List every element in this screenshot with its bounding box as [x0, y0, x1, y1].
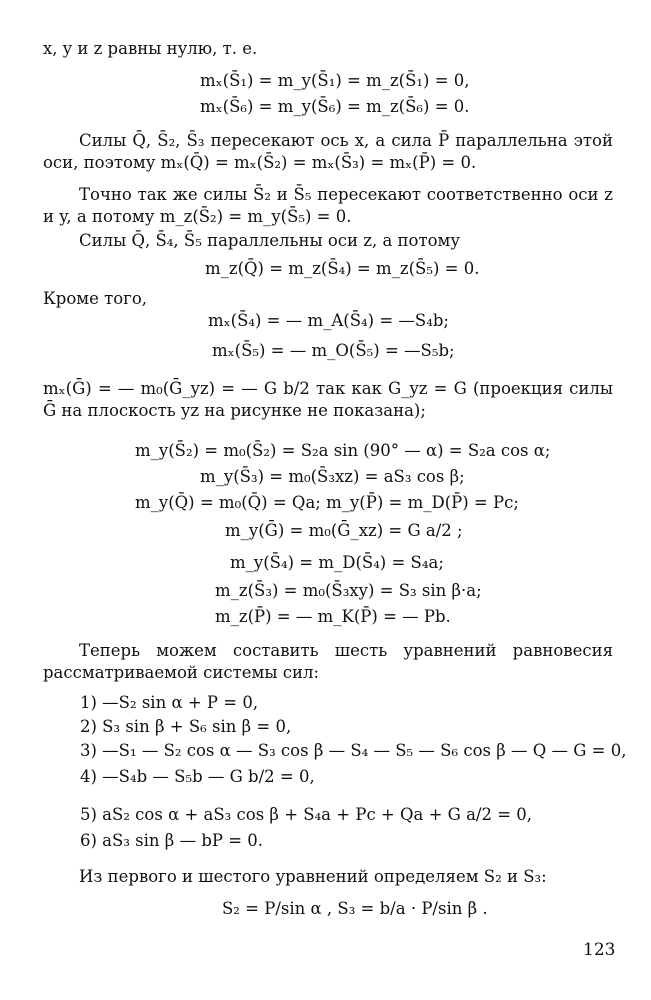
equation-item: 3) —S₁ — S₂ cos α — S₃ cos β — S₄ — S₅ — S₆ cos β — Q — G = 0, — [80, 741, 627, 760]
text-line: Силы Q̄, S̄₄, S̄₅ параллельны оси z, а потому — [79, 231, 461, 250]
paragraph: Теперь можем составить шесть уравнений равновесия рассматриваемой системы сил: — [43, 641, 613, 682]
equation: m_y(S̄₄) = m_D(S̄₄) = S₄a; — [230, 553, 444, 572]
equation: mₓ(S̄₄) = — m_A(S̄₄) = —S₄b; — [208, 311, 449, 330]
paragraph: Силы Q̄, S̄₂, S̄₃ пересекают ось x, а сила P̄ параллельна этой оси, поэтому mₓ(Q̄) = mₓ(S̄₂) = mₓ(S̄₃) = mₓ(P̄) = 0. — [43, 131, 613, 172]
equation: mₓ(S̄₁) = m_y(S̄₁) = m_z(S̄₁) = 0, — [200, 71, 470, 90]
text-line: Из первого и шестого уравнений определяем S₂ и S₃: — [79, 867, 547, 886]
equation-item: 4) —S₄b — S₅b — G b/2 = 0, — [80, 767, 315, 786]
equation: m_z(Q̄) = m_z(S̄₄) = m_z(S̄₅) = 0. — [205, 259, 480, 278]
equation: m_y(Q̄) = m₀(Q̄) = Qa; m_y(P̄) = m_D(P̄) = Pc; — [135, 493, 519, 512]
equation: S₂ = P/sin α , S₃ = b/a · P/sin β . — [222, 899, 488, 918]
equation: m_y(S̄₃) = m₀(S̄₃xz) = aS₃ cos β; — [200, 467, 465, 486]
text-line: Кроме того, — [43, 289, 147, 308]
paragraph: mₓ(Ḡ) = — m₀(Ḡ_yz) = — G b/2 так как G_yz = G (проекция силы Ḡ на плоскость yz на рисунке не показана); — [43, 379, 613, 420]
page-number: 123 — [583, 940, 616, 960]
equation: mₓ(S̄₅) = — m_O(S̄₅) = —S₅b; — [212, 341, 455, 360]
text-line: x, y и z равны нулю, т. е. — [43, 39, 258, 58]
equation: m_y(S̄₂) = m₀(S̄₂) = S₂a sin (90° — α) = S₂a cos α; — [135, 441, 551, 460]
equation-item: 1) —S₂ sin α + P = 0, — [80, 693, 259, 712]
paragraph: Точно так же силы S̄₂ и S̄₅ пересекают соответственно оси z и y, а потому m_z(S̄₂) = m_y(S̄₅) = 0. — [43, 185, 613, 226]
equation-item: 6) aS₃ sin β — bP = 0. — [80, 831, 264, 850]
equation-item: 2) S₃ sin β + S₆ sin β = 0, — [80, 717, 292, 736]
equation: m_z(P̄) = — m_K(P̄) = — Pb. — [215, 607, 451, 626]
equation-item: 5) aS₂ cos α + aS₃ cos β + S₄a + Pc + Qa + G a/2 = 0, — [80, 805, 533, 824]
equation: m_y(Ḡ) = m₀(Ḡ_xz) = G a/2 ; — [225, 521, 463, 540]
equation: m_z(S̄₃) = m₀(S̄₃xy) = S₃ sin β·a; — [215, 581, 482, 600]
equation: mₓ(S̄₆) = m_y(S̄₆) = m_z(S̄₆) = 0. — [200, 97, 470, 116]
